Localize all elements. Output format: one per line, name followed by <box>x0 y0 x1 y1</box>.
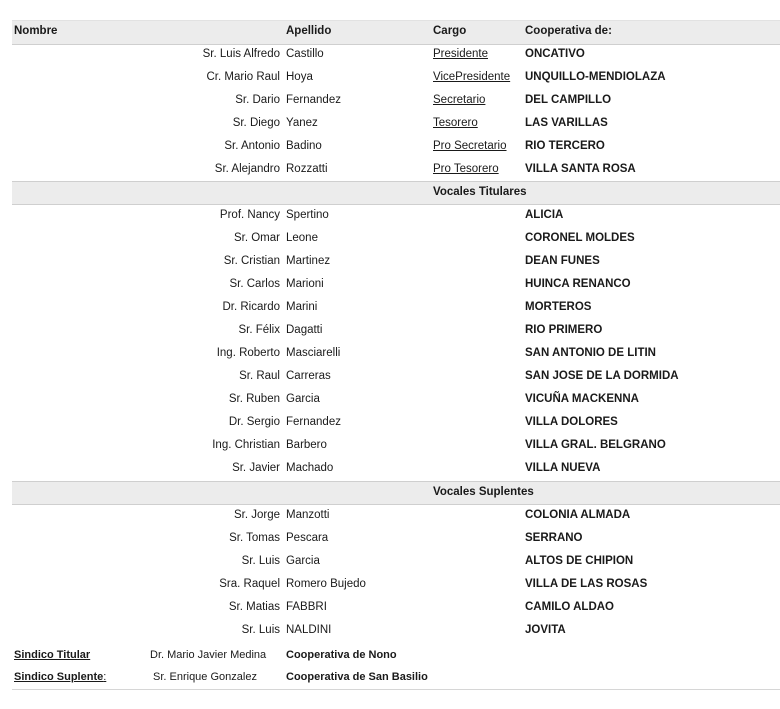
table-row <box>0 555 780 575</box>
cell-nombre: Prof. Nancy <box>219 209 280 221</box>
sindico-titular-row <box>0 649 780 669</box>
header-nombre: Nombre <box>14 25 58 37</box>
cell-cooperativa: VILLA DOLORES <box>525 416 618 428</box>
cell-cooperativa: RIO TERCERO <box>525 140 605 152</box>
cell-cooperativa: ONCATIVO <box>525 48 585 60</box>
table-row <box>0 163 780 183</box>
cell-cooperativa: MORTEROS <box>525 301 592 313</box>
table-row <box>0 232 780 252</box>
cell-cooperativa: LAS VARILLAS <box>525 117 608 129</box>
cell-nombre: Sr. Tomas <box>229 532 280 544</box>
cell-apellido: Marini <box>286 301 318 313</box>
section-titulares-title: Vocales Titulares <box>433 186 527 198</box>
table-row <box>0 439 780 459</box>
cell-cooperativa: DEAN FUNES <box>525 255 600 267</box>
cell-cargo: Tesorero <box>433 117 478 129</box>
table-row <box>0 324 780 344</box>
cell-cooperativa: COLONIA ALMADA <box>525 509 631 521</box>
cell-apellido: Yanez <box>286 117 318 129</box>
cell-cooperativa: VILLA NUEVA <box>525 462 601 474</box>
table-row <box>0 578 780 598</box>
table-row <box>0 393 780 413</box>
cell-cooperativa: VILLA DE LAS ROSAS <box>525 578 648 590</box>
cell-cooperativa: SAN JOSE DE LA DORMIDA <box>525 370 679 382</box>
table-row <box>0 117 780 137</box>
cell-nombre: Sra. Raquel <box>219 578 280 590</box>
cell-cargo: Pro Tesorero <box>433 163 499 175</box>
cell-nombre: Sr. Omar <box>233 232 280 244</box>
sindico-titular-label-text: Sindico Titular <box>14 649 91 661</box>
cell-nombre: Ing. Christian <box>212 439 280 451</box>
cell-nombre: Sr. Luis <box>241 555 280 567</box>
sindico-suplente-label-text: Sindico Suplente <box>14 671 104 683</box>
cell-apellido: Leone <box>286 232 318 244</box>
cell-nombre: Ing. Roberto <box>216 347 280 359</box>
cell-apellido: Pescara <box>286 532 329 544</box>
sindico-suplente-colon: : <box>103 671 107 683</box>
cell-apellido: Rozzatti <box>286 163 328 175</box>
cell-nombre: Sr. Matias <box>228 601 280 613</box>
sindico-titular-label <box>14 649 90 661</box>
sindico-suplente-row <box>0 671 780 691</box>
cell-nombre: Sr. Dario <box>235 94 280 106</box>
cell-cooperativa: HUINCA RENANCO <box>525 278 631 290</box>
cell-nombre: Sr. Antonio <box>224 140 280 152</box>
cell-cooperativa: CORONEL MOLDES <box>525 232 635 244</box>
cell-cooperativa: VICUÑA MACKENNA <box>525 393 639 405</box>
sindico-suplente-label <box>14 671 106 683</box>
table-row <box>0 624 780 644</box>
cell-apellido: Masciarelli <box>286 347 341 359</box>
cell-apellido: Barbero <box>286 439 327 451</box>
cell-apellido: NALDINI <box>286 624 332 636</box>
cell-apellido: Hoya <box>286 71 313 83</box>
table-row <box>0 462 780 482</box>
cell-cooperativa: DEL CAMPILLO <box>525 94 612 106</box>
cell-apellido: FABBRI <box>286 601 327 613</box>
cell-cargo: Pro Secretario <box>433 140 507 152</box>
cell-nombre: Sr. Luis <box>241 624 280 636</box>
cell-cooperativa: SERRANO <box>525 532 583 544</box>
header-cargo: Cargo <box>433 25 467 37</box>
cell-cargo: Secretario <box>433 94 486 106</box>
table-row <box>0 94 780 114</box>
header-apellido: Apellido <box>286 25 332 37</box>
sindico-suplente-name: Sr. Enrique Gonzalez <box>153 671 257 683</box>
table-row <box>0 532 780 552</box>
table-row <box>0 140 780 160</box>
cell-cargo: VicePresidente <box>433 71 511 83</box>
sindico-titular-coop: Cooperativa de Nono <box>286 649 397 661</box>
table-row <box>0 209 780 229</box>
cell-apellido: Machado <box>286 462 334 474</box>
cell-apellido: Fernandez <box>286 416 341 428</box>
cell-cooperativa: JOVITA <box>525 624 566 636</box>
cell-apellido: Manzotti <box>286 509 330 521</box>
cell-cooperativa: VILLA SANTA ROSA <box>525 163 636 175</box>
table-row <box>0 278 780 298</box>
cell-nombre: Dr. Ricardo <box>222 301 280 313</box>
cell-nombre: Sr. Javier <box>232 462 280 474</box>
cell-apellido: Marioni <box>286 278 324 290</box>
cell-nombre: Sr. Cristian <box>223 255 280 267</box>
cell-apellido: Garcia <box>286 555 320 567</box>
sindico-titular-name: Dr. Mario Javier Medina <box>150 649 267 661</box>
table-row <box>0 301 780 321</box>
table-row <box>0 416 780 436</box>
cell-nombre: Sr. Diego <box>232 117 280 129</box>
cell-nombre: Sr. Carlos <box>229 278 280 290</box>
cell-cargo: Presidente <box>433 48 488 60</box>
table-row <box>0 601 780 621</box>
table-row <box>0 347 780 367</box>
cell-nombre: Sr. Jorge <box>233 509 280 521</box>
cell-cooperativa: ALICIA <box>525 209 564 221</box>
cell-cooperativa: VILLA GRAL. BELGRANO <box>525 439 666 451</box>
header-cooperativa: Cooperativa de: <box>525 25 612 37</box>
cell-apellido: Romero Bujedo <box>286 578 366 590</box>
cell-cooperativa: ALTOS DE CHIPION <box>525 555 634 567</box>
cell-apellido: Badino <box>286 140 322 152</box>
table-row <box>0 509 780 529</box>
cell-apellido: Dagatti <box>286 324 323 336</box>
table-header <box>12 20 780 45</box>
table-row <box>0 255 780 275</box>
table-row <box>0 71 780 91</box>
cell-apellido: Martinez <box>286 255 331 267</box>
section-titulares-bar <box>12 181 780 205</box>
cell-nombre: Sr. Luis Alfredo <box>202 48 280 60</box>
cell-apellido: Carreras <box>286 370 331 382</box>
cell-cooperativa: RIO PRIMERO <box>525 324 603 336</box>
cell-nombre: Cr. Mario Raul <box>206 71 280 83</box>
table-row <box>0 48 780 68</box>
sindico-suplente-coop: Cooperativa de San Basilio <box>286 671 428 683</box>
table-row <box>0 370 780 390</box>
cell-cooperativa: CAMILO ALDAO <box>525 601 615 613</box>
cell-nombre: Dr. Sergio <box>228 416 280 428</box>
section-suplentes-title: Vocales Suplentes <box>433 486 534 498</box>
cell-cooperativa: SAN ANTONIO DE LITIN <box>525 347 656 359</box>
cell-apellido: Fernandez <box>286 94 341 106</box>
cell-nombre: Sr. Raul <box>239 370 280 382</box>
bottom-divider <box>12 689 780 690</box>
cell-cooperativa: UNQUILLO-MENDIOLAZA <box>525 71 666 83</box>
cell-apellido: Castillo <box>286 48 324 60</box>
section-suplentes-bar <box>12 481 780 505</box>
cell-apellido: Garcia <box>286 393 320 405</box>
cell-apellido: Spertino <box>286 209 329 221</box>
cell-nombre: Sr. Ruben <box>228 393 280 405</box>
cell-nombre: Sr. Félix <box>238 324 280 336</box>
cell-nombre: Sr. Alejandro <box>214 163 280 175</box>
